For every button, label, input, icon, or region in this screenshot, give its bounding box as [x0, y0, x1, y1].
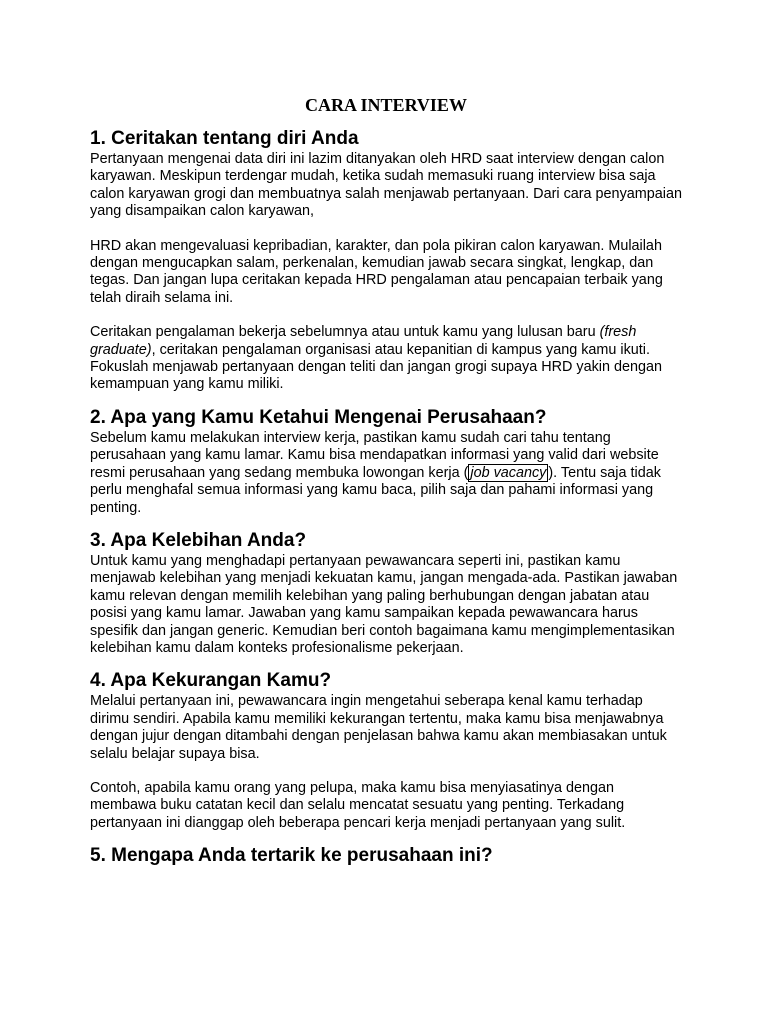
section-heading: 5. Mengapa Anda tertarik ke perusahaan ini? — [90, 845, 493, 867]
paragraph — [90, 324, 682, 394]
paragraph: Melalui pertanyaan ini, pewawancara ingin mengetahui seberapa kenal kamu terhadap dirimu sendiri. Apabila kamu memiliki kekurangan tertentu, maka kamu bisa menjawabnya dengan jujur dengan ditambahi dengan penjelasan bahwa kamu akan membiasakan untuk selalu belajar supaya bisa. — [90, 693, 667, 762]
section-2 — [90, 406, 682, 517]
paragraph-text: ). Tentu saja tidak perlu menghafal semua informasi yang kamu baca, pilih saja dan pahami informasi yang penting. — [90, 464, 661, 516]
paragraph: Pertanyaan mengenai data diri ini lazim ditanyakan oleh HRD saat interview dengan calon karyawan. Meskipun terdengar mudah, ketika sudah memasuki ruang interview bisa saja calon karyawan grogi dan membuatnya salah menjawab pertanyaan. Dari cara penyampaian yang disampaikan calon karyawan, — [90, 151, 682, 220]
paragraph: Contoh, apabila kamu orang yang pelupa, maka kamu bisa menyiasatinya dengan membawa buku catatan kecil dan selalu mencatat sesuatu yang penting. Terkadang pertanyaan ini dianggap oleh beberapa pencari kerja menjadi pertanyaan yang sulit. — [90, 779, 626, 831]
section-3 — [90, 529, 682, 657]
section-heading: 3. Apa Kelebihan Anda? — [90, 529, 307, 551]
section-heading: 2. Apa yang Kamu Ketahui Mengenai Perusahaan? — [90, 406, 547, 428]
paragraph-text: Ceritakan pengalaman bekerja sebelumnya atau untuk kamu yang lulusan baru — [90, 324, 600, 341]
section-heading: 1. Ceritakan tentang diri Anda — [90, 128, 359, 149]
document-page — [90, 94, 682, 868]
section-1 — [90, 127, 682, 394]
boxed-term: job vacancy — [470, 464, 547, 481]
document-title: CARA INTERVIEW — [305, 95, 467, 115]
paragraph: Untuk kamu yang menghadapi pertanyaan pewawancara seperti ini, pastikan kamu menjawab kelebihan yang menjadi kekuatan kamu, jangan mengada-ada. Pastikan jawaban kamu relevan dengan memilih kelebihan yang paling berhubungan dengan jabatan atau posisi yang kamu lamar. Jawaban yang kamu sampaikan kepada pewawancara harus spesifik dan jangan generic. Kemudian beri contoh bagaimana kamu mengimplementasikan kelebihan kamu dalam konteks profesionalisme pekerjaan. — [90, 552, 678, 656]
section-4 — [90, 669, 682, 832]
paragraph-text: , ceritakan pengalaman organisasi atau kepanitian di kampus yang kamu ikuti. Fokuslah menjawab pertanyaan dengan teliti dan jangan grogi supaya HRD yakin dengan kemampuan yang kamu miliki. — [90, 341, 663, 393]
paragraph: HRD akan mengevaluasi kepribadian, karakter, dan pola pikiran calon karyawan. Mulailah dengan mengucapkan salam, perkenalan, kemudian jawab secara singkat, lengkap, dan tegas. Dan jangan lupa ceritakan kepada HRD pengalaman atau pencapaian terbaik yang telah diraih selama ini. — [90, 237, 663, 306]
paragraph-text: Sebelum kamu melakukan interview kerja, pastikan kamu sudah cari tahu tentang perusahaan yang kamu lamar. Kamu bisa mendapatkan informasi yang valid dari website resmi perusahaan yang sedang membuka lowongan kerja ( — [90, 429, 659, 481]
paragraph — [90, 430, 682, 517]
section-5 — [90, 844, 682, 867]
section-heading: 4. Apa Kekurangan Kamu? — [90, 670, 332, 692]
italic-term: (fresh graduate) — [90, 324, 637, 358]
